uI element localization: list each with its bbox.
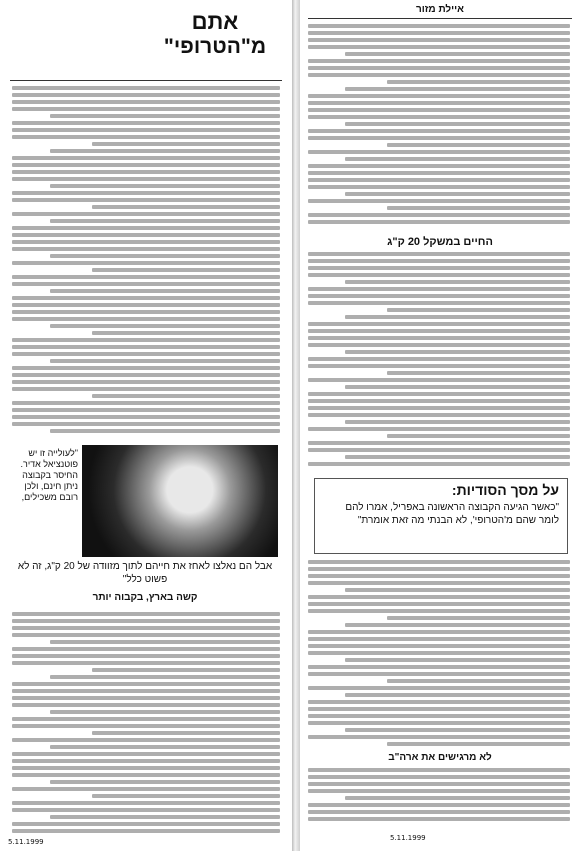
text-line [50, 219, 280, 223]
headline-line1: אתם [191, 9, 239, 34]
text-line [50, 429, 280, 433]
text-line [92, 731, 280, 735]
text-line [50, 745, 280, 749]
text-line [308, 129, 570, 133]
text-line [308, 560, 570, 564]
text-line [308, 115, 570, 119]
text-line [12, 654, 280, 658]
headline-line2: מ"הטרופי" [163, 35, 267, 58]
text-line [308, 59, 570, 63]
byline: איילת מזור [415, 4, 465, 15]
text-line [308, 343, 570, 347]
text-line [12, 100, 280, 104]
photo-caption-bottom: אבל הם נאלצו לאחז את חייהם לתוך מזוודה של 20 ק"ג, זה לא פשוט כלל" [17, 561, 273, 585]
text-line [92, 205, 280, 209]
text-line [308, 31, 570, 35]
text-line [345, 87, 570, 91]
text-line [308, 73, 570, 77]
text-line [308, 714, 570, 718]
text-line [12, 724, 280, 728]
text-line [12, 310, 280, 314]
text-line [12, 261, 280, 265]
text-line [308, 651, 570, 655]
text-line [50, 710, 280, 714]
text-line [12, 296, 280, 300]
text-line [308, 413, 570, 417]
text-line [308, 665, 570, 669]
text-line [308, 768, 570, 772]
text-line [50, 324, 280, 328]
text-line [12, 233, 280, 237]
text-line [50, 815, 280, 819]
text-line [92, 331, 280, 335]
text-line [12, 661, 280, 665]
text-line [12, 352, 280, 356]
text-line [12, 212, 280, 216]
text-line [345, 693, 570, 697]
right-body-text-4 [308, 768, 570, 828]
text-line [92, 668, 280, 672]
text-line [308, 213, 570, 217]
text-line [345, 658, 570, 662]
text-line [92, 794, 280, 798]
text-line [12, 170, 280, 174]
text-line [308, 108, 570, 112]
text-line [12, 408, 280, 412]
text-line [308, 266, 570, 270]
text-line [12, 366, 280, 370]
text-line [308, 336, 570, 340]
text-line [308, 700, 570, 704]
right-body-text-2 [308, 252, 570, 472]
text-line [50, 780, 280, 784]
text-line [50, 675, 280, 679]
text-line [308, 220, 570, 224]
text-line [345, 455, 570, 459]
boxed-quote: "כאשר הגיעה הקבוצה הראשונה באפריל, אמרו להם לומר שהם מ'הטרופי', לא הבנתי מה זאת אומרת" [345, 502, 559, 526]
text-line [308, 259, 570, 263]
text-line [50, 640, 280, 644]
text-line [345, 350, 570, 354]
text-line [12, 135, 280, 139]
text-line [308, 399, 570, 403]
text-line [345, 280, 570, 284]
text-line [12, 808, 280, 812]
text-line [308, 364, 570, 368]
text-line [12, 759, 280, 763]
text-line [308, 803, 570, 807]
text-line [12, 717, 280, 721]
text-line [345, 315, 570, 319]
text-line [308, 322, 570, 326]
text-line [308, 686, 570, 690]
text-line [12, 401, 280, 405]
quote-box [314, 478, 568, 554]
text-line [308, 782, 570, 786]
text-line [308, 721, 570, 725]
text-line [308, 707, 570, 711]
boxed-title: על מסך הסודיות: [451, 482, 559, 498]
text-line [12, 275, 280, 279]
text-line [308, 273, 570, 277]
text-line [12, 689, 280, 693]
text-line [308, 136, 570, 140]
text-line [50, 184, 280, 188]
text-line [308, 574, 570, 578]
text-line [387, 616, 570, 620]
bottom-subhead: לא מרגישים את ארה"ב [388, 752, 492, 763]
text-line [12, 240, 280, 244]
text-line [308, 602, 570, 606]
text-line [308, 672, 570, 676]
text-line [12, 247, 280, 251]
text-line [12, 619, 280, 623]
text-line [308, 448, 570, 452]
text-line [345, 728, 570, 732]
page-gutter [292, 0, 300, 851]
text-line [345, 192, 570, 196]
text-line [308, 775, 570, 779]
text-line [308, 441, 570, 445]
text-line [12, 156, 280, 160]
text-line [12, 338, 280, 342]
text-line [308, 637, 570, 641]
text-line [92, 268, 280, 272]
text-line [308, 24, 570, 28]
text-line [12, 612, 280, 616]
text-line [12, 647, 280, 651]
text-line [50, 359, 280, 363]
right-top-rule [308, 18, 572, 19]
text-line [12, 373, 280, 377]
text-line [12, 766, 280, 770]
text-line [308, 171, 570, 175]
text-line [387, 80, 570, 84]
text-line [387, 742, 570, 746]
text-line [12, 387, 280, 391]
text-line [387, 679, 570, 683]
text-line [12, 422, 280, 426]
text-line [345, 157, 570, 161]
text-line [308, 462, 570, 466]
text-line [12, 703, 280, 707]
text-line [308, 810, 570, 814]
text-line [345, 588, 570, 592]
right-page [300, 0, 580, 851]
text-line [308, 735, 570, 739]
text-line [308, 329, 570, 333]
text-line [12, 682, 280, 686]
text-line [12, 752, 280, 756]
text-line [308, 817, 570, 821]
text-line [12, 415, 280, 419]
text-line [12, 121, 280, 125]
text-line [50, 114, 280, 118]
text-line [308, 287, 570, 291]
text-line [308, 630, 570, 634]
text-line [12, 107, 280, 111]
right-body-text-3 [308, 560, 570, 750]
text-line [92, 394, 280, 398]
text-line [50, 289, 280, 293]
text-line [12, 226, 280, 230]
text-line [12, 787, 280, 791]
text-line [12, 317, 280, 321]
text-line [308, 595, 570, 599]
text-line [308, 199, 570, 203]
text-line [387, 371, 570, 375]
text-line [308, 406, 570, 410]
text-line [12, 93, 280, 97]
text-line [12, 829, 280, 833]
text-line [308, 45, 570, 49]
left-top-rule [10, 80, 282, 81]
left-subhead: קשה בארץ, בקבוה יותר [92, 592, 198, 603]
text-line [308, 392, 570, 396]
text-line [12, 380, 280, 384]
text-line [387, 143, 570, 147]
text-line [308, 38, 570, 42]
text-line [308, 301, 570, 305]
text-line [308, 164, 570, 168]
section-title: החיים במשקל 20 ק"ג [387, 236, 493, 248]
text-line [12, 86, 280, 90]
text-line [308, 357, 570, 361]
text-line [345, 122, 570, 126]
text-line [308, 644, 570, 648]
text-line [12, 198, 280, 202]
text-line [308, 378, 570, 382]
text-line [345, 796, 570, 800]
left-body-text-top [12, 86, 280, 438]
text-line [308, 185, 570, 189]
text-line [92, 142, 280, 146]
text-line [12, 345, 280, 349]
text-line [308, 581, 570, 585]
text-line [12, 282, 280, 286]
text-line [308, 567, 570, 571]
photo-caption: "לעולייה זו יש פוטנציאל אדיר. החיסר בקבוצה ניתן חינם, ולכן רובם משכילים, [20, 448, 78, 502]
text-line [12, 163, 280, 167]
text-line [308, 789, 570, 793]
text-line [308, 66, 570, 70]
text-line [345, 420, 570, 424]
text-line [12, 191, 280, 195]
text-line [387, 434, 570, 438]
text-line [12, 822, 280, 826]
text-line [50, 149, 280, 153]
text-line [12, 801, 280, 805]
text-line [12, 128, 280, 132]
text-line [308, 101, 570, 105]
text-line [12, 633, 280, 637]
text-line [308, 609, 570, 613]
text-line [308, 178, 570, 182]
text-line [387, 308, 570, 312]
text-line [308, 94, 570, 98]
left-body-text-bottom [12, 612, 280, 837]
text-line [12, 177, 280, 181]
text-line [12, 303, 280, 307]
portrait-photo [82, 445, 278, 557]
text-line [308, 252, 570, 256]
text-line [50, 254, 280, 258]
left-headline [150, 10, 280, 60]
right-footer-date: 5.11.1999 [390, 834, 426, 842]
text-line [345, 385, 570, 389]
text-line [308, 150, 570, 154]
text-line [308, 294, 570, 298]
text-line [345, 52, 570, 56]
text-line [12, 626, 280, 630]
text-line [12, 773, 280, 777]
text-line [345, 623, 570, 627]
right-body-text-1 [308, 24, 570, 232]
text-line [387, 206, 570, 210]
text-line [12, 696, 280, 700]
text-line [12, 738, 280, 742]
text-line [308, 427, 570, 431]
left-footer-date: 5.11.1999 [8, 838, 44, 846]
